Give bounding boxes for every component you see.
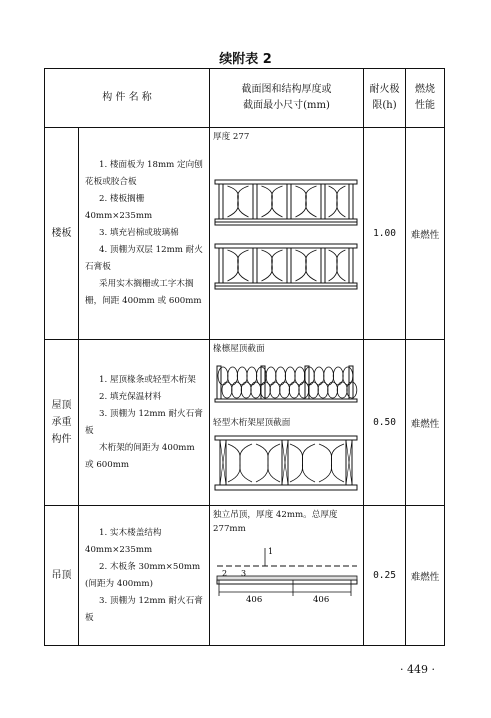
desc-item: 1. 实木楼盖结构 40mm×235mm xyxy=(85,527,162,555)
fire-resistance-table xyxy=(44,68,445,646)
drawing-caption: 独立吊顶，厚度 42mm。总厚度 277mm xyxy=(213,510,338,534)
desc-item: 3. 顶棚为 12mm 耐火石膏板 xyxy=(85,595,203,623)
furring-strip xyxy=(217,576,357,580)
header-comb-line1: 燃烧 xyxy=(415,84,436,95)
gypsum-board xyxy=(217,580,357,584)
floor-panel-top xyxy=(215,180,357,225)
header-comb-line2: 性能 xyxy=(415,100,436,111)
drawing-caption: 轻型木桁架屋顶截面 xyxy=(213,418,291,428)
category-cell: 楼板 xyxy=(45,128,79,340)
drawing-caption: 椽檩屋顶截面 xyxy=(213,344,265,354)
desc-item: 3. 填充岩棉或玻璃棉 xyxy=(99,228,179,238)
rafter-panel xyxy=(215,366,357,402)
drawing-caption: 厚度 277 xyxy=(213,132,250,142)
fire-rating-cell: 1.00 xyxy=(364,128,406,340)
header-fire-rating xyxy=(364,69,406,128)
desc-item: 3. 顶棚为 12mm 耐火石膏板 xyxy=(85,408,203,436)
desc-item: 木桁架的间距为 400mm 或 600mm xyxy=(85,442,195,470)
header-row xyxy=(45,69,445,128)
rafter-roof-drawing xyxy=(213,356,361,416)
combustibility-cell: 难燃性 xyxy=(406,128,445,340)
table-row xyxy=(45,506,445,646)
category-line: 构件 xyxy=(51,434,72,445)
table-row xyxy=(45,128,445,340)
category-cell: 吊顶 xyxy=(45,506,79,646)
desc-item: 4. 顶棚为双层 12mm 耐火石膏板 xyxy=(85,245,203,272)
header-combustibility xyxy=(406,69,445,128)
header-rating-line1: 耐火极 xyxy=(369,84,400,95)
category-cell xyxy=(45,340,79,506)
label-2: 2 xyxy=(222,569,228,578)
header-component-name: 构 件 名 称 xyxy=(45,69,210,128)
fire-rating-cell: 0.50 xyxy=(364,340,406,506)
floor-section-drawing xyxy=(213,144,361,334)
label-1: 1 xyxy=(268,547,274,556)
dimension-right: 406 xyxy=(313,595,330,605)
truss-roof-drawing xyxy=(213,430,361,500)
description-cell xyxy=(79,506,210,646)
fire-rating-cell: 0.25 xyxy=(364,506,406,646)
category-line: 承重 xyxy=(51,417,72,428)
dimension-left: 406 xyxy=(246,595,263,605)
description-cell xyxy=(79,340,210,506)
description-cell xyxy=(79,128,210,340)
combustibility-cell: 难燃性 xyxy=(406,340,445,506)
label-3: 3 xyxy=(241,569,247,578)
header-rating-line2: 限(h) xyxy=(372,100,397,111)
desc-item: 2. 木板条 30mm×50mm (间距为 400mm) xyxy=(85,561,201,589)
ceiling-section-drawing xyxy=(213,536,361,616)
header-section xyxy=(210,69,364,128)
desc-item: 1. 屋顶椽条或轻型木桁架 xyxy=(99,374,196,385)
section-drawing-cell xyxy=(210,128,364,340)
section-drawing-cell xyxy=(210,340,364,506)
table-title: 续附表 2 xyxy=(219,52,272,67)
desc-item: 2. 楼板搁栅 40mm×235mm xyxy=(85,194,153,221)
section-drawing-cell xyxy=(210,506,364,646)
desc-item: 2. 填充保温材料 xyxy=(99,391,162,402)
desc-item: 采用实木搁栅或工字木搁栅，间距 400mm 或 600mm xyxy=(85,279,202,306)
combustibility-cell: 难燃性 xyxy=(406,506,445,646)
header-section-line1: 截面图和结构厚度或 xyxy=(241,84,332,95)
table-row xyxy=(45,340,445,506)
truss-panel xyxy=(215,436,357,490)
category-line: 屋顶 xyxy=(51,400,72,411)
header-section-line2: 截面最小尺寸(mm) xyxy=(243,100,330,111)
desc-item: 1. 楼面板为 18mm 定向刨花板或胶合板 xyxy=(85,160,203,187)
floor-panel-bottom xyxy=(215,244,357,289)
page-number: · 449 · xyxy=(400,663,435,676)
